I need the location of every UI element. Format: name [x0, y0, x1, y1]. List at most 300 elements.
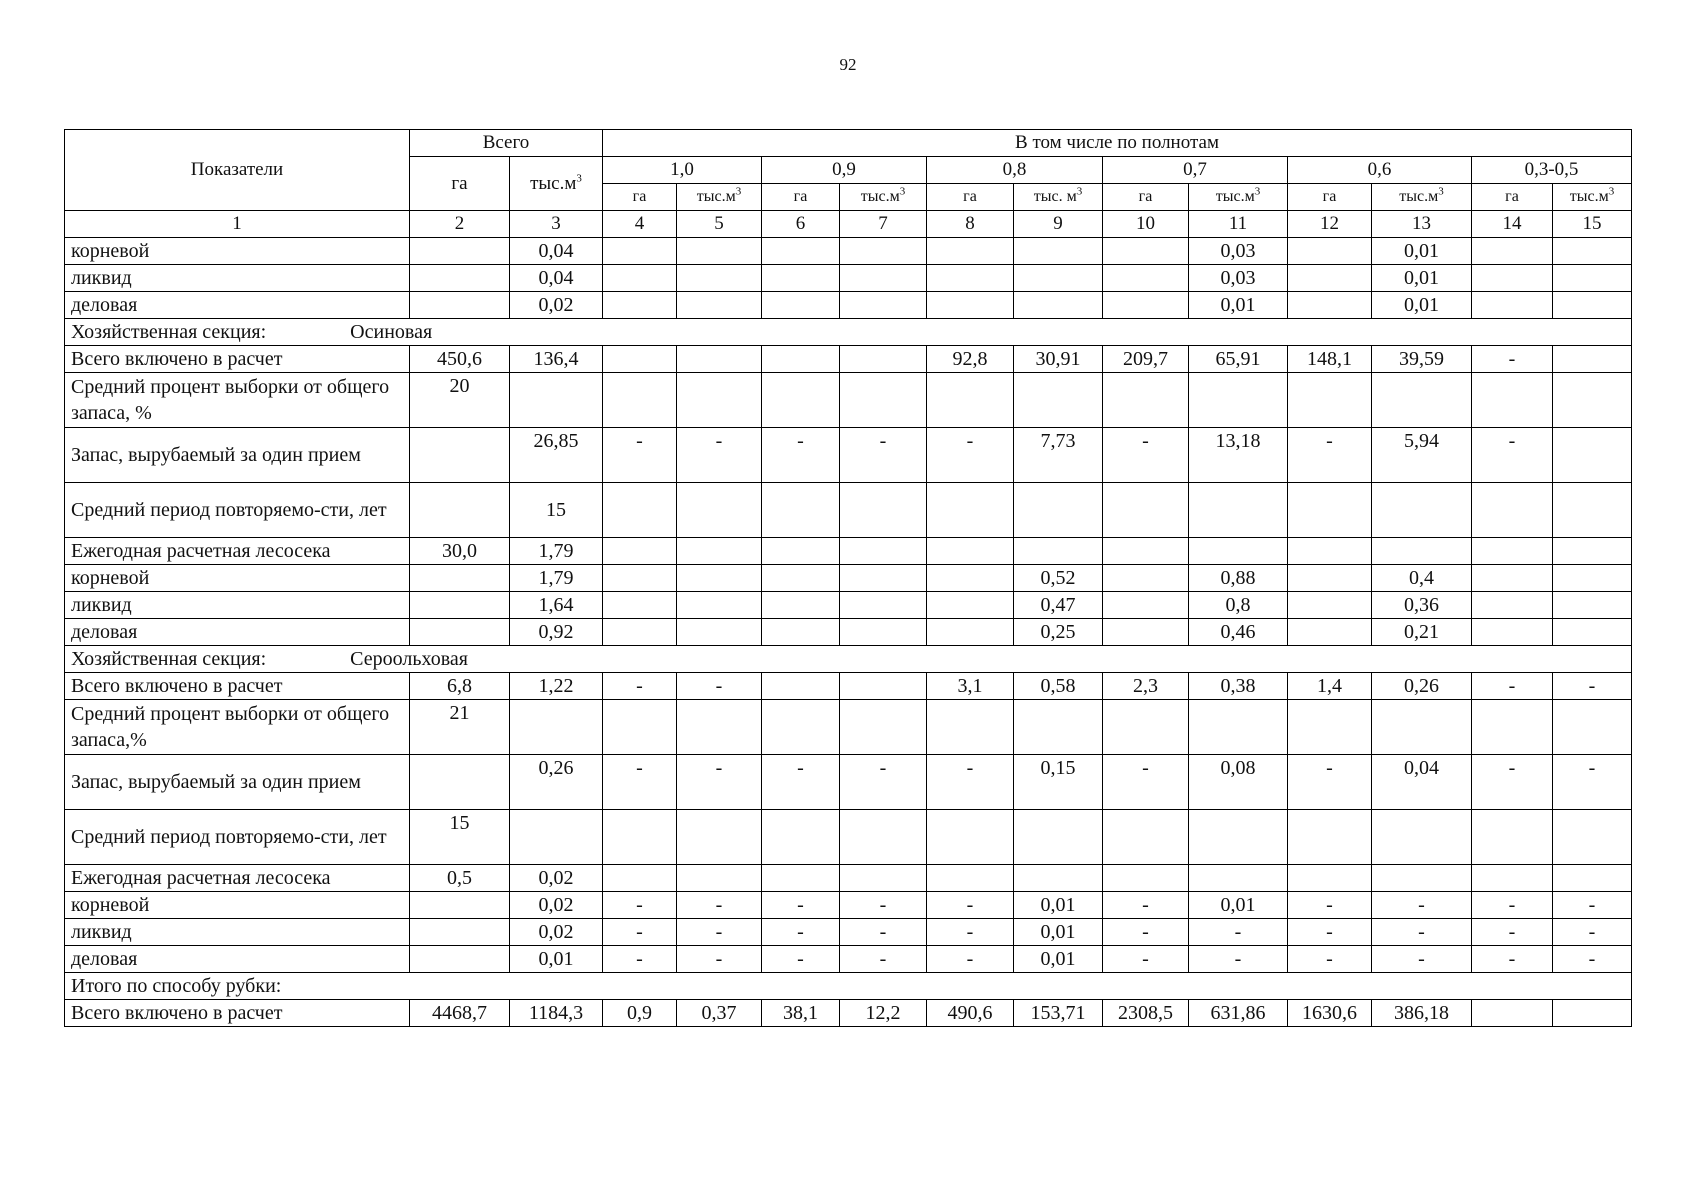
cell: -	[1472, 673, 1553, 700]
section-label: Хозяйственная секция:	[71, 321, 267, 343]
cell: 0,01	[1189, 292, 1288, 319]
cell	[603, 565, 677, 592]
cell: 0,04	[1372, 755, 1472, 810]
cell	[1553, 292, 1632, 319]
row-label: Средний период повторяемо-сти, лет	[65, 810, 410, 865]
cell: 0,88	[1189, 565, 1288, 592]
cell	[1103, 292, 1189, 319]
cell: 153,71	[1014, 1000, 1103, 1027]
cell	[1553, 619, 1632, 646]
table-row	[65, 373, 1632, 428]
cell	[1472, 565, 1553, 592]
cell	[603, 346, 677, 373]
col-number: 9	[1014, 211, 1103, 238]
cell	[603, 538, 677, 565]
col-number: 12	[1288, 211, 1372, 238]
row-label: деловая	[65, 292, 410, 319]
header-by-density: В том числе по полнотам	[603, 130, 1632, 157]
cell	[1103, 373, 1189, 428]
cell: 20	[410, 373, 510, 428]
cell	[927, 592, 1014, 619]
cell: 0,46	[1189, 619, 1288, 646]
row-label: ликвид	[65, 919, 410, 946]
cell	[927, 810, 1014, 865]
cell	[1553, 592, 1632, 619]
cell	[677, 483, 762, 538]
cell	[1472, 373, 1553, 428]
cell: -	[1553, 755, 1632, 810]
cell	[603, 238, 677, 265]
header-total-volume: $тыс.м^3$	[510, 157, 603, 211]
row-label: Средний процент выборки от общего запаса,%	[65, 700, 410, 755]
header-volume: $тыс.м^3$	[1372, 184, 1472, 211]
cell	[1472, 592, 1553, 619]
cell	[1103, 483, 1189, 538]
cell	[603, 592, 677, 619]
cell: 0,25	[1014, 619, 1103, 646]
section-header	[65, 319, 1632, 346]
cell: 0,08	[1189, 755, 1288, 810]
cell: 15	[510, 483, 603, 538]
cell	[1472, 538, 1553, 565]
page-number: 92	[839, 55, 857, 74]
cell	[1553, 428, 1632, 483]
cell: 0,52	[1014, 565, 1103, 592]
cell: 0,8	[1189, 592, 1288, 619]
cell: -	[1288, 428, 1372, 483]
cell	[677, 865, 762, 892]
cell: 26,85	[510, 428, 603, 483]
cell	[762, 865, 840, 892]
cell	[762, 238, 840, 265]
header-density-5: 0,6	[1288, 157, 1472, 184]
cell: 148,1	[1288, 346, 1372, 373]
cell	[1014, 483, 1103, 538]
row-label: ликвид	[65, 265, 410, 292]
col-number: 11	[1189, 211, 1288, 238]
section-row	[65, 319, 1632, 346]
cell: -	[1472, 946, 1553, 973]
header-density-6: 0,3-0,5	[1472, 157, 1632, 184]
col-number: 8	[927, 211, 1014, 238]
table-row	[65, 483, 1632, 538]
col-number: 7	[840, 211, 927, 238]
cell	[677, 538, 762, 565]
cell	[927, 700, 1014, 755]
table-row	[65, 1000, 1632, 1027]
row-label: Всего включено в расчет	[65, 1000, 410, 1027]
cell	[840, 865, 927, 892]
cell: 0,5	[410, 865, 510, 892]
cell	[1189, 810, 1288, 865]
cell	[1472, 265, 1553, 292]
cell: 386,18	[1372, 1000, 1472, 1027]
cell: 65,91	[1189, 346, 1288, 373]
section-header	[65, 646, 1632, 673]
cell: 0,26	[510, 755, 603, 810]
cell: -	[762, 892, 840, 919]
cell: -	[1553, 919, 1632, 946]
cell	[927, 619, 1014, 646]
cell: 1630,6	[1288, 1000, 1372, 1027]
header-ha: га	[762, 184, 840, 211]
cell: -	[1553, 673, 1632, 700]
cell: -	[840, 919, 927, 946]
cell	[927, 238, 1014, 265]
cell: -	[927, 755, 1014, 810]
col-number: 13	[1372, 211, 1472, 238]
cell	[762, 592, 840, 619]
cell: -	[1189, 919, 1288, 946]
cell	[410, 592, 510, 619]
cell: -	[927, 892, 1014, 919]
cell: 450,6	[410, 346, 510, 373]
section-name: Сероольховая	[350, 648, 468, 670]
cell	[1553, 700, 1632, 755]
row-label: Запас, вырубаемый за один прием	[65, 755, 410, 810]
cell	[410, 892, 510, 919]
cell	[840, 265, 927, 292]
col-number: 5	[677, 211, 762, 238]
cell: 1,79	[510, 538, 603, 565]
cell: -	[1472, 892, 1553, 919]
cell: -	[677, 755, 762, 810]
table-row	[65, 538, 1632, 565]
cell: -	[603, 892, 677, 919]
cell	[603, 373, 677, 428]
cell: -	[1103, 946, 1189, 973]
cell	[603, 700, 677, 755]
cell: 631,86	[1189, 1000, 1288, 1027]
cell: 2308,5	[1103, 1000, 1189, 1027]
cell: -	[1372, 892, 1472, 919]
cell: 38,1	[762, 1000, 840, 1027]
cell	[410, 483, 510, 538]
table-row	[65, 700, 1632, 755]
cell: 0,01	[1189, 892, 1288, 919]
cell	[1553, 565, 1632, 592]
summary-header: Итого по способу рубки:	[65, 973, 1632, 1000]
cell	[840, 346, 927, 373]
cell	[1014, 810, 1103, 865]
cell: 0,02	[510, 292, 603, 319]
cell	[1553, 865, 1632, 892]
cell	[1472, 810, 1553, 865]
cell	[1553, 538, 1632, 565]
header-density-4: 0,7	[1103, 157, 1288, 184]
cell	[410, 919, 510, 946]
cell: 0,21	[1372, 619, 1472, 646]
table-row	[65, 755, 1632, 810]
cell	[1014, 238, 1103, 265]
cell: 21	[410, 700, 510, 755]
cell: -	[677, 919, 762, 946]
cell	[603, 810, 677, 865]
header-density-2: 0,9	[762, 157, 927, 184]
cell: -	[1189, 946, 1288, 973]
cell	[677, 292, 762, 319]
cell: -	[1103, 428, 1189, 483]
cell	[927, 292, 1014, 319]
cell	[1103, 592, 1189, 619]
cell: 0,03	[1189, 238, 1288, 265]
cell	[1103, 238, 1189, 265]
header-total-ha: га	[410, 157, 510, 211]
cell	[840, 483, 927, 538]
cell	[410, 238, 510, 265]
cell: -	[1103, 755, 1189, 810]
section-row	[65, 973, 1632, 1000]
cell	[677, 373, 762, 428]
header-ha: га	[1103, 184, 1189, 211]
cell	[840, 238, 927, 265]
cell: -	[1288, 946, 1372, 973]
header-ha: га	[603, 184, 677, 211]
cell	[840, 673, 927, 700]
cell	[1288, 483, 1372, 538]
cell: -	[927, 946, 1014, 973]
cell	[677, 810, 762, 865]
cell	[762, 292, 840, 319]
cell	[1372, 538, 1472, 565]
cell	[927, 538, 1014, 565]
cell: -	[677, 673, 762, 700]
cell	[1372, 865, 1472, 892]
cell	[510, 810, 603, 865]
cell: 136,4	[510, 346, 603, 373]
cell	[1553, 483, 1632, 538]
cell: 0,58	[1014, 673, 1103, 700]
cell: 0,26	[1372, 673, 1472, 700]
table-row	[65, 673, 1632, 700]
cell: 1,22	[510, 673, 603, 700]
cell	[762, 565, 840, 592]
table-row	[65, 428, 1632, 483]
cell: 209,7	[1103, 346, 1189, 373]
cell	[1472, 865, 1553, 892]
col-number: 14	[1472, 211, 1553, 238]
cell: 4468,7	[410, 1000, 510, 1027]
header-ha: га	[1288, 184, 1372, 211]
cell	[510, 373, 603, 428]
cell: 39,59	[1372, 346, 1472, 373]
col-number: 3	[510, 211, 603, 238]
cell	[1288, 238, 1372, 265]
cell	[840, 810, 927, 865]
cell: -	[1472, 346, 1553, 373]
cell: 0,47	[1014, 592, 1103, 619]
cell: 30,0	[410, 538, 510, 565]
header-volume: $тыс.м^3$	[1189, 184, 1288, 211]
section-row	[65, 646, 1632, 673]
row-label: корневой	[65, 892, 410, 919]
cell: 1,4	[1288, 673, 1372, 700]
cell	[1288, 265, 1372, 292]
cell	[1553, 265, 1632, 292]
cell	[1288, 865, 1372, 892]
cell: 0,01	[1014, 919, 1103, 946]
cell	[762, 346, 840, 373]
cell: -	[840, 892, 927, 919]
cell	[603, 265, 677, 292]
col-number: 6	[762, 211, 840, 238]
header-volume: $тыс.м^3$	[677, 184, 762, 211]
col-number: 15	[1553, 211, 1632, 238]
cell: 0,15	[1014, 755, 1103, 810]
cell: 3,1	[927, 673, 1014, 700]
cell	[1014, 538, 1103, 565]
section-label: Хозяйственная секция:	[71, 648, 267, 670]
table-row	[65, 865, 1632, 892]
cell: 1,64	[510, 592, 603, 619]
cell: 0,04	[510, 265, 603, 292]
cell	[1103, 865, 1189, 892]
cell	[410, 428, 510, 483]
cell: -	[927, 428, 1014, 483]
cell	[1014, 373, 1103, 428]
cell: 0,36	[1372, 592, 1472, 619]
cell	[1014, 700, 1103, 755]
cell	[1189, 373, 1288, 428]
cell	[1288, 538, 1372, 565]
cell	[1014, 292, 1103, 319]
cell	[1103, 565, 1189, 592]
cell	[1288, 592, 1372, 619]
cell: -	[1372, 919, 1472, 946]
cell: 15	[410, 810, 510, 865]
cell: -	[1288, 919, 1372, 946]
cell	[762, 373, 840, 428]
cell	[1472, 700, 1553, 755]
cell: 0,03	[1189, 265, 1288, 292]
cell	[677, 346, 762, 373]
table-row	[65, 238, 1632, 265]
cell: 490,6	[927, 1000, 1014, 1027]
cell: 0,4	[1372, 565, 1472, 592]
cell: -	[1288, 892, 1372, 919]
col-number: 1	[65, 211, 410, 238]
cell: 0,01	[510, 946, 603, 973]
row-label: Запас, вырубаемый за один прием	[65, 428, 410, 483]
cell	[1372, 810, 1472, 865]
header-volume: $тыс.м^3$	[840, 184, 927, 211]
table-row	[65, 592, 1632, 619]
table-row	[65, 346, 1632, 373]
table-row	[65, 292, 1632, 319]
table-row	[65, 919, 1632, 946]
cell: 6,8	[410, 673, 510, 700]
header-ha: га	[927, 184, 1014, 211]
cell	[1288, 292, 1372, 319]
cell	[1472, 292, 1553, 319]
cell	[1189, 700, 1288, 755]
cell: -	[1472, 919, 1553, 946]
cell	[1288, 810, 1372, 865]
cell	[1372, 373, 1472, 428]
cell	[1103, 700, 1189, 755]
cell	[762, 673, 840, 700]
cell	[510, 700, 603, 755]
cell	[1472, 483, 1553, 538]
cell	[840, 373, 927, 428]
cell	[762, 619, 840, 646]
cell	[927, 373, 1014, 428]
header-ha: га	[1472, 184, 1553, 211]
cell: -	[1288, 755, 1372, 810]
cell: 1,79	[510, 565, 603, 592]
table-row	[65, 619, 1632, 646]
cell: 12,2	[840, 1000, 927, 1027]
cell: 0,37	[677, 1000, 762, 1027]
cell: -	[603, 919, 677, 946]
row-label: деловая	[65, 619, 410, 646]
cell: 5,94	[1372, 428, 1472, 483]
cutting-area-table	[64, 129, 1632, 1027]
header-indicators: Показатели	[65, 130, 410, 211]
cell	[410, 292, 510, 319]
cell	[1103, 265, 1189, 292]
row-label: Всего включено в расчет	[65, 673, 410, 700]
cell: -	[927, 919, 1014, 946]
cell	[677, 265, 762, 292]
cell: 0,02	[510, 865, 603, 892]
cell	[840, 538, 927, 565]
cell: 0,01	[1372, 238, 1472, 265]
cell	[1189, 865, 1288, 892]
cell: 30,91	[1014, 346, 1103, 373]
row-label: деловая	[65, 946, 410, 973]
section-name: Осиновая	[350, 321, 433, 343]
cell	[410, 265, 510, 292]
cell	[1372, 700, 1472, 755]
cell: -	[603, 428, 677, 483]
cell	[762, 483, 840, 538]
cell	[1103, 619, 1189, 646]
cell	[1553, 346, 1632, 373]
header-total: Всего	[410, 130, 603, 157]
cell	[1288, 565, 1372, 592]
cell: 0,04	[510, 238, 603, 265]
cell: -	[677, 892, 762, 919]
cell: -	[603, 946, 677, 973]
table-row	[65, 946, 1632, 973]
cell: 92,8	[927, 346, 1014, 373]
cell	[1553, 810, 1632, 865]
cell	[677, 619, 762, 646]
cell: 0,01	[1372, 265, 1472, 292]
row-label: Средний процент выборки от общего запаса, %	[65, 373, 410, 428]
header-volume: $тыс.м^3$	[1553, 184, 1632, 211]
cell	[1472, 238, 1553, 265]
cell: -	[762, 946, 840, 973]
cell	[1553, 238, 1632, 265]
cell	[1372, 483, 1472, 538]
cell	[1103, 810, 1189, 865]
cell: -	[762, 919, 840, 946]
cell: 0,38	[1189, 673, 1288, 700]
header-density-1: 1,0	[603, 157, 762, 184]
cell	[1189, 483, 1288, 538]
cell	[410, 565, 510, 592]
col-number: 10	[1103, 211, 1189, 238]
row-label: Средний период повторяемо-сти, лет	[65, 483, 410, 538]
cell	[410, 755, 510, 810]
cell	[603, 292, 677, 319]
row-label: корневой	[65, 565, 410, 592]
cell	[1553, 373, 1632, 428]
cell	[927, 865, 1014, 892]
cell: -	[1103, 892, 1189, 919]
